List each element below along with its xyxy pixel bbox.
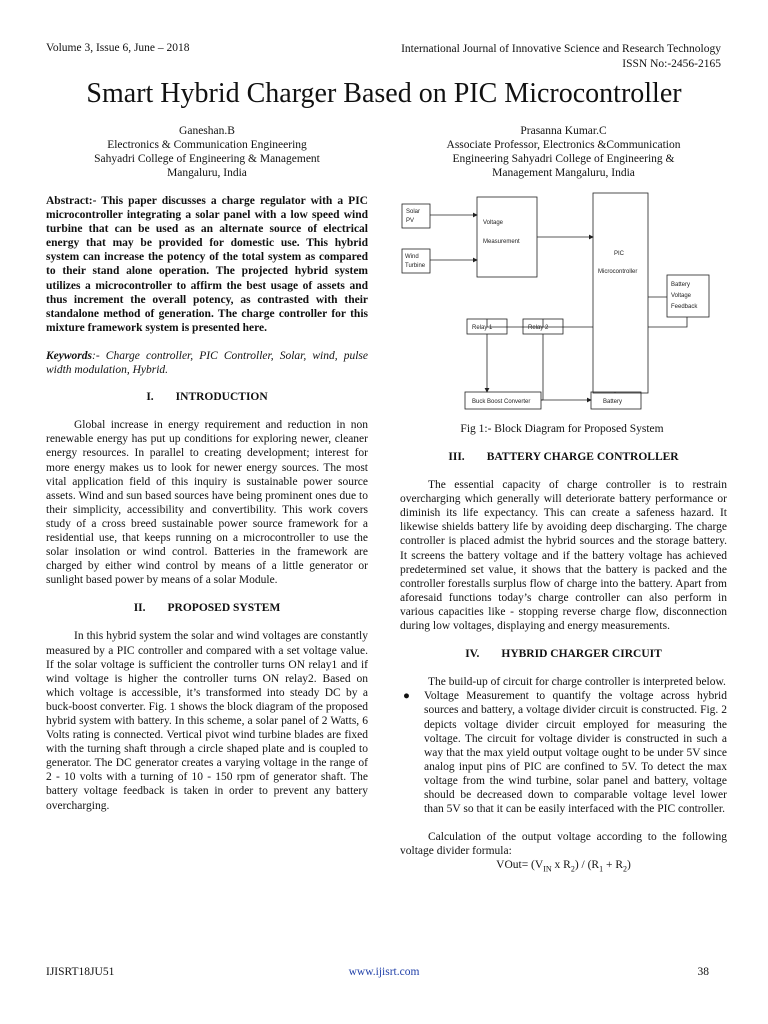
- pic-label-2: Microcontroller: [598, 269, 638, 275]
- author-2-name: Prasanna Kumar.C: [520, 125, 607, 137]
- author-1-affil-2: Sahyadri College of Engineering & Management: [94, 153, 320, 165]
- author-2-affil-3: Management Mangaluru, India: [492, 167, 635, 179]
- feedback-label-2: Voltage: [671, 293, 692, 299]
- voltage-divider-formula: VOut= ($V_{IN}$ x $R_2) / (R_1 + R_2)$: [496, 859, 631, 874]
- voltage-label-1: Voltage: [483, 220, 504, 226]
- paper-title: Smart Hybrid Charger Based on PIC Microcontroller: [86, 78, 682, 109]
- pic-label-1: PIC: [614, 251, 625, 257]
- abstract: Abstract:- This paper discusses a charge regulator with a PIC microcontroller integrating a solar panel with a low speed wind turbine that can be used as an alternate source of electrical energy that may be provided for domestic use. This hybrid system can increase the potency of the total system as compared to their stand alone operation. The projected hybrid system utilizes a microcontroller to affirm the best usage of assets and thus increment the overall potency, as contrasted with their standalone method of generation. The charge controller for this mixture framework system is presented here.: [46, 195, 368, 334]
- journal-volume: Volume 3, Issue 6, June – 2018: [46, 42, 190, 54]
- bullet-icon: ●: [403, 690, 410, 703]
- feedback-label-3: Feedback: [671, 304, 698, 310]
- pic-microcontroller-block: [593, 193, 648, 393]
- footer-paper-id: IJISRT18JU51: [46, 966, 115, 978]
- author-2: [400, 124, 727, 180]
- proposed-system-text: In this hybrid system the solar and wind voltages are constantly measured by a PIC controller and compared with a set voltage value. If the solar voltage is sufficient the controller turns ON relay1 and if wind voltage is higher the controller turns ON relay2. Based on which voltage is accessible, it’s transformed into steady DC by a buck-boost converter. Fig. 1 shows the block diagram of the proposed hybrid system with battery. In this scheme, a solar panel of 2 Watts, 6 Volts rating is connected. Vertical pivot wind turbine blades are fixed with the turning shaft through a circle shaped plate and is coupled to generator. The DC generator creates a varying voltage in the range of 2 - 10 volts with a turning of 10 - 150 rpm of generator shaft. The battery voltage feedback is taken in order to prevent any battery overcharging.: [46, 630, 368, 812]
- buck-boost-label: Buck Boost Converter: [472, 399, 531, 405]
- wind-label-1: Wind: [405, 254, 419, 260]
- author-2-affil-1: Associate Professor, Electronics &Communication: [446, 139, 681, 151]
- wind-turbine-block: [402, 249, 430, 273]
- calculation-text: Calculation of the output voltage according to the following voltage divider formula:: [400, 831, 727, 858]
- journal-issn: ISSN No:-2456-2165: [622, 58, 721, 70]
- footer-page-number: 38: [697, 966, 709, 978]
- right-column: [400, 450, 727, 877]
- left-column: [46, 194, 368, 813]
- relay-2-label: Relay 2: [528, 325, 549, 331]
- bullet-text: Voltage Measurement to quantify the voltage across hybrid sources and battery, a voltage divider circuit is constructed. Fig. 2 depicts voltage divider circuit employed for measuring the voltage. The circuit for voltage divider is constructed in such a way that the max yield output voltage ought to be under 5V since analog input pins of PIC are confined to 5V. To detect the max voltage from the wind turbine, solar panel and battery, voltage should be decreased down to comparable voltage level lower than 5V so that it can be easily interfaced with the PIC controller.: [424, 690, 727, 816]
- voltage-measurement-block: [477, 197, 537, 277]
- section-heading-proposed-system: II. PROPOSED SYSTEM: [133, 602, 281, 615]
- keywords-label: Keywords: [46, 349, 92, 362]
- introduction-text: Global increase in energy requirement and reduction in non renewable energy has put up conditions for exploring newer, cleaner energy resources. In parallel to creating development; interest for more energy makes us to look for newer energy sources. The most vital application field of this inquiry is sustainable power source assets. Wind and sun based sources have being prominent ones due to their simplicity, accessibility and convertibility. This work covers study of a cross breed sustainable power source framework for a residential use, that keeps running on a microcontroller to use the solar insolation or wind control. Batteries in the framework are charged by either wind control by means of a little generator or sunlight based power by means of a solar Module.: [46, 419, 368, 587]
- battery-charge-controller-text: The essential capacity of charge controller is to restrain overcharging which generally will deteriorate battery performance or diminish its life expectancy. This can create a safeness hazard. It likewise shields battery life by avoiding deep discharging. The charge controller is placed admist the hybrid sources and the storage battery. It screens the battery voltage and if the battery voltage has achieved predetermined set value, it shows that the battery is packed and the controller forestalls surplus flow of charge into the battery. Apart from aforesaid functions today’s charge controller can also perform in various capacities like - stopping reverse charge flow, disconnection during low voltages, displaying and energy measurements.: [400, 479, 727, 633]
- solar-label-2: PV: [406, 218, 415, 224]
- journal-name: [401, 42, 721, 72]
- author-1-affil-1: Electronics & Communication Engineering: [107, 139, 307, 151]
- author-1: [46, 124, 368, 180]
- footer-website-link[interactable]: www.ijisrt.com: [348, 966, 420, 978]
- feedback-label-1: Battery: [671, 282, 691, 288]
- voltage-label-2: Measurement: [483, 239, 520, 245]
- figure-caption: Fig 1:- Block Diagram for Proposed System: [460, 423, 664, 435]
- keywords-text: :- Charge controller, PIC Controller, Solar, wind, pulse width modulation, Hybrid.: [46, 349, 368, 377]
- battery-label: Battery: [603, 399, 623, 405]
- author-2-affil-2: Engineering Sahyadri College of Engineering &: [452, 153, 675, 165]
- relay-1-label: Relay 1: [472, 325, 493, 331]
- solar-pv-block: [402, 204, 430, 228]
- keywords: [46, 349, 368, 377]
- block-diagram: [397, 187, 727, 417]
- author-1-affil-3: Mangaluru, India: [167, 167, 247, 179]
- section-heading-battery-charge-controller: III. BATTERY CHARGE CONTROLLER: [448, 451, 679, 463]
- hybrid-charger-intro: The build-up of circuit for charge controller is interpreted below.: [428, 676, 726, 689]
- journal-title: International Journal of Innovative Science and Research Technology: [401, 43, 721, 55]
- section-heading-introduction: I. INTRODUCTION: [146, 391, 268, 404]
- voltage-measurement-bullet: [400, 689, 727, 816]
- solar-label-1: Solar: [406, 209, 421, 215]
- wind-label-2: Turbine: [405, 263, 426, 269]
- author-1-name: Ganeshan.B: [179, 125, 235, 137]
- section-heading-hybrid-charger-circuit: IV. HYBRID CHARGER CIRCUIT: [465, 648, 662, 661]
